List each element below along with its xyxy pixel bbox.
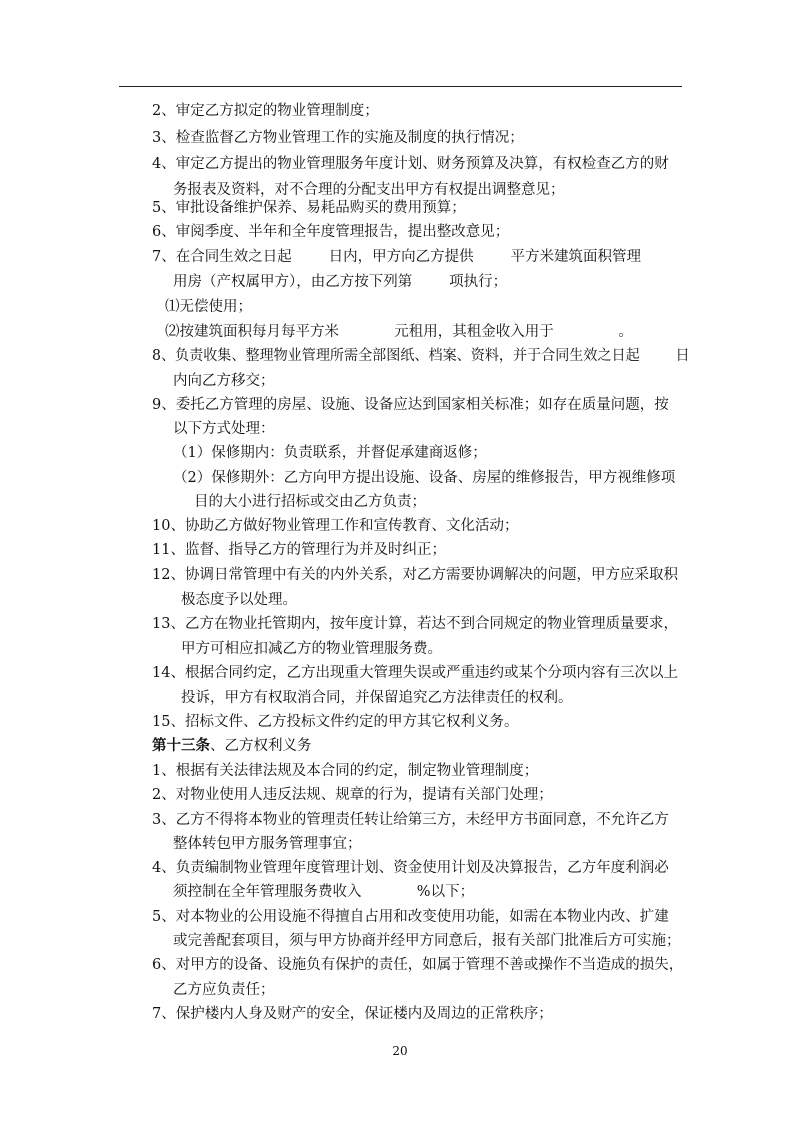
list-item-continuation: 须控制在全年管理服务费收入 %以下； [173, 884, 475, 900]
list-item-continuation: 用房（产权属甲方），由乙方按下列第 项执行； [173, 274, 508, 290]
list-item: 6、对甲方的设备、设施负有保护的责任，如属于管理不善或操作不当造成的损失， [152, 957, 684, 973]
list-item-continuation: 整体转包甲方服务管理事宜； [173, 836, 362, 852]
sub-item-continuation: 目的大小进行招标或交由乙方负责； [194, 494, 426, 510]
list-item: 1、根据有关法律法规及本合同的约定，制定物业管理制度； [152, 763, 539, 779]
list-item: 8、负责收集、整理物业管理所需全部图纸、档案、资料，并于合同生效之日起 日 [152, 348, 690, 364]
list-item: 4、负责编制物业管理年度管理计划、资金使用计划及决算报告，乙方年度利润必 [152, 860, 669, 876]
list-item: 7、保护楼内人身及财产的安全，保证楼内及周边的正常秩序； [152, 1006, 553, 1022]
list-item: 3、检查监督乙方物业管理工作的实施及制度的执行情况； [152, 130, 524, 146]
list-item: 3、乙方不得将本物业的管理责任转让给第三方，未经甲方书面同意，不允许乙方 [152, 812, 669, 828]
list-item-continuation: 务报表及资料，对不合理的分配支出甲方有权提出调整意见； [173, 182, 565, 198]
list-item: 15、招标文件、乙方投标文件约定的甲方其它权利义务。 [152, 714, 519, 730]
list-item: 4、审定乙方提出的物业管理服务年度计划、财务预算及决算，有权检查乙方的财 [152, 156, 669, 172]
list-item: 14、根据合同约定，乙方出现重大管理失误或严重违约或某个分项内容有三次以上 [152, 665, 678, 681]
list-item-continuation: 或完善配套项目，须与甲方协商并经甲方同意后，报有关部门批准后方可实施； [173, 933, 681, 949]
list-item-continuation: 以下方式处理： [173, 421, 275, 437]
section-heading [152, 736, 312, 756]
list-item: 2、对物业使用人违反法规、规章的行为，提请有关部门处理； [152, 787, 553, 803]
sub-item: （1）保修期内：负责联系，并督促承建商返修； [173, 445, 487, 461]
sub-item: （2）保修期外：乙方向甲方提出设施、设备、房屋的维修报告，甲方视维修项 [173, 470, 676, 486]
list-item: 2、审定乙方拟定的物业管理制度； [152, 103, 379, 119]
section-title: 、乙方权利义务 [210, 738, 312, 754]
list-item: 11、监督、指导乙方的管理行为并及时纠正； [152, 542, 446, 558]
list-item: 13、乙方在物业托管期内，按年度计算，若达不到合同规定的物业管理质量要求， [152, 616, 678, 632]
list-item: 6、审阅季度、半年和全年度管理报告，提出整改意见； [152, 224, 510, 240]
list-item: 7、在合同生效之日起 日内，甲方向乙方提供 平方米建筑面积管理 [152, 249, 641, 265]
page-number: 20 [392, 1044, 408, 1058]
list-item-continuation: 极态度予以处理。 [181, 592, 297, 608]
sub-item: ⑴无偿使用； [165, 299, 252, 315]
sub-item: ⑵按建筑面积每月每平方米 元租用，其租金收入用于 。 [165, 324, 633, 340]
list-item: 9、委托乙方管理的房屋、设施、设备应达到国家相关标准；如存在质量问题，按 [152, 397, 669, 413]
list-item: 12、协调日常管理中有关的内外关系，对乙方需要协调解决的问题，甲方应采取积 [152, 567, 678, 583]
list-item: 5、对本物业的公用设施不得擅自占用和改变使用功能，如需在本物业内改、扩建 [152, 909, 669, 925]
list-item-continuation: 乙方应负责任； [173, 982, 275, 998]
list-item: 5、审批设备维护保养、易耗品购买的费用预算； [152, 200, 466, 216]
list-item-continuation: 甲方可相应扣减乙方的物业管理服务费。 [181, 641, 442, 657]
list-item-continuation: 投诉，甲方有权取消合同，并保留追究乙方法律责任的权利。 [181, 690, 573, 706]
list-item: 10、协助乙方做好物业管理工作和宣传教育、文化活动； [152, 518, 519, 534]
list-item-continuation: 内向乙方移交； [173, 373, 275, 389]
section-number: 第十三条 [152, 737, 210, 754]
